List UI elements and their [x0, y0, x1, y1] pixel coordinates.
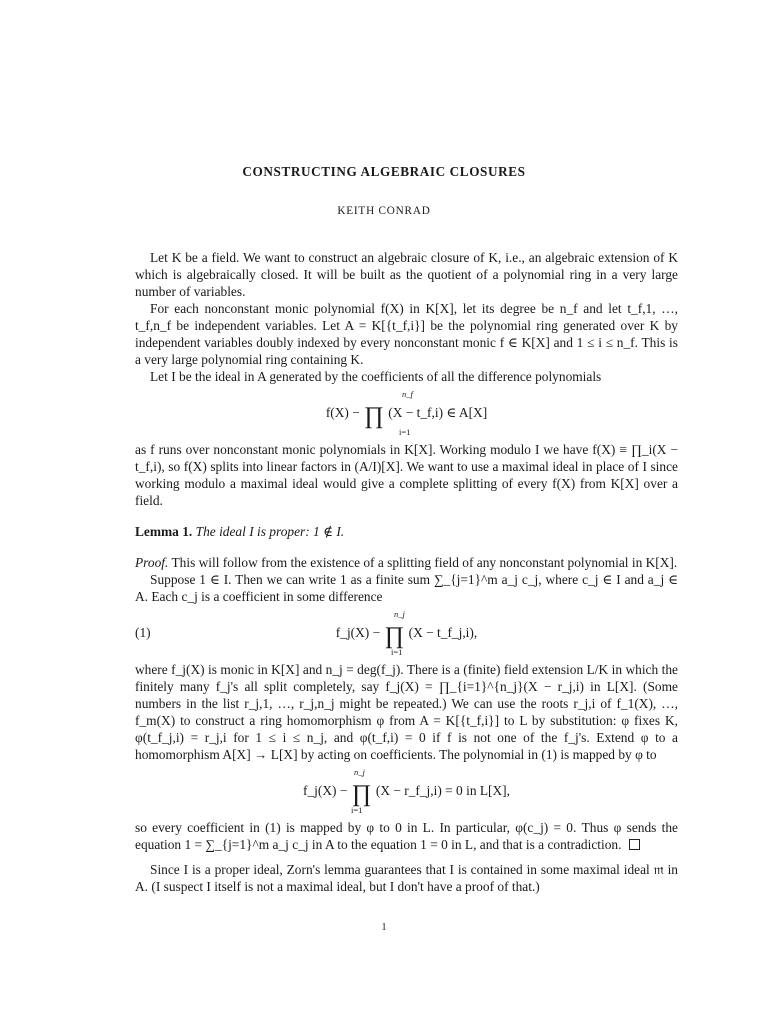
product-upper-limit: n_f	[402, 389, 413, 399]
lemma-statement	[135, 523, 678, 540]
equation-image	[135, 763, 678, 819]
equation-1	[135, 605, 678, 661]
page-number: 1	[381, 922, 387, 933]
equation-difference-polynomial	[135, 385, 678, 441]
product-symbol-icon: ∏	[351, 781, 372, 807]
paper-body	[135, 249, 678, 895]
contradiction-text: so every coefficient in (1) is mapped by φ to 0 in L. In particular, φ(c_j) = 0. Thus φ sends the equation 1 = ∑_{j=1}^m a_j c_j in A to the equation 1 = 0 in L, and that is a contradiction.	[135, 820, 678, 852]
product-lower-limit: i=1	[399, 427, 411, 437]
proof-intro: This will follow from the existence of a splitting field of any nonconstant polynomial in K[X].	[171, 555, 678, 570]
product-lower-limit: i=1	[351, 805, 363, 815]
equation-lhs: f_j(X) −	[335, 625, 381, 640]
proof-label: Proof.	[135, 555, 169, 570]
equation-rhs: (X − t_f,i) ∈ A[X]	[388, 405, 488, 420]
lemma-label: Lemma 1.	[135, 524, 193, 539]
paragraph-suppose: Suppose 1 ∈ I. Then we can write 1 as a finite sum ∑_{j=1}^m a_j c_j, where c_j ∈ I and a_j ∈ A. Each c_j is a coefficient in some difference	[135, 572, 678, 604]
product-symbol-icon: ∏	[384, 623, 405, 649]
qed-box-icon	[629, 839, 640, 850]
paragraph-homomorphism: where f_j(X) is monic in K[X] and n_j = deg(f_j). There is a (finite) field extension L/K in which the finitely many f_j's all split completely, say f_j(X) = ∏_{i=1}^{n_j}(X − r_j,i) in L[X]. (Some numbers in the list r_j,1, …, r_j,n_j might be repeated.) We can use the roots r_j,i of f_1(X), …, f_m(X) to construct a ring homomorphism φ from A = K[{t_f,i}] to L by substitution: φ fixes K, φ(t_f_j,i) = r_j,i for 1 ≤ i ≤ n_j, and φ(t_f,i) = 0 if f is not one of the f_j's. Extend φ to a homomorphism A[X] → L[X] by acting on coefficients. The polynomial in (1) is mapped by φ to	[135, 662, 678, 762]
product-upper-limit: n_j	[394, 609, 405, 619]
paper-title: CONSTRUCTING ALGEBRAIC CLOSURES	[242, 164, 526, 179]
equation-rhs: (X − t_f_j,i),	[408, 625, 478, 640]
paragraph-zorn: Since I is a proper ideal, Zorn's lemma guarantees that I is contained in some maximal ideal 𝔪 in A. (I suspect I itself is not a maximal ideal, but I don't have a proof of that.)	[135, 862, 678, 894]
paragraph-variables: For each nonconstant monic polynomial f(X) in K[X], let its degree be n_f and let t_f,1, …, t_f,n_f be independent variables. Let A = K[{t_f,i}] be the polynomial ring generated over K by independent variables doubly indexed by every nonconstant monic f ∈ K[X] and 1 ≤ i ≤ n_f. This is a very large polynomial ring containing K.	[135, 301, 678, 367]
lemma-text: The ideal I is proper: 1 ∉ I.	[195, 524, 345, 539]
equation-rhs: (X − r_f_j,i) = 0 in L[X],	[375, 783, 510, 798]
proof-opening	[135, 554, 678, 571]
paragraph-intro: Let K be a field. We want to construct an algebraic closure of K, i.e., an algebraic extension of K which is algebraically closed. It will be built as the quotient of a polynomial ring in a very large number of variables.	[135, 250, 678, 299]
paragraph-contradiction	[135, 819, 678, 853]
product-lower-limit: i=1	[391, 647, 403, 657]
paragraph-splitting: as f runs over nonconstant monic polynomials in K[X]. Working modulo I we have f(X) ≡ ∏_i(X − t_f,i), so f(X) splits into linear factors in (A/I)[X]. We want to use a maximal ideal in place of I since working modulo a maximal ideal would give a complete splitting of every f(X) from K[X] over a field.	[135, 442, 678, 508]
paper-author: KEITH CONRAD	[337, 205, 431, 217]
product-symbol-icon: ∏	[364, 403, 384, 429]
equation-lhs: f_j(X) −	[303, 783, 348, 798]
equation-number: (1)	[135, 625, 151, 640]
equation-lhs: f(X) −	[325, 405, 360, 420]
product-upper-limit: n_j	[354, 767, 365, 777]
paragraph-ideal: Let I be the ideal in A generated by the coefficients of all the difference polynomials	[150, 369, 602, 384]
